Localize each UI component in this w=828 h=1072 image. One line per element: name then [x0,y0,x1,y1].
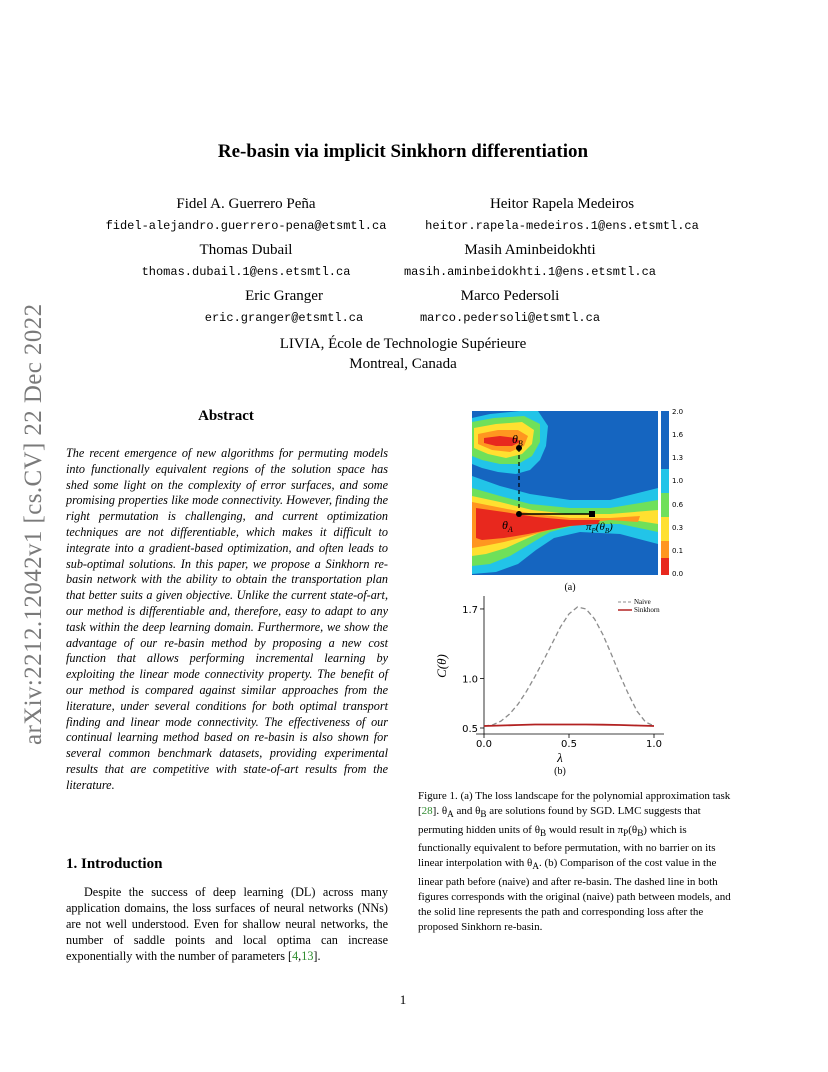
introduction-paragraph [66,884,388,964]
theta-b-label: $\theta_B$ [512,432,523,448]
author-2 [382,196,742,233]
pi-theta-b-label: $\pi_P(\theta_B)$ [586,521,613,535]
caption-text: Figure 1. (a) The loss landscape for the polynomial approximation task [ [418,790,731,818]
y-tick-label: 1.0 [462,674,478,686]
author-email[interactable]: thomas.dubail.1@ens.etsmtl.ca [141,265,351,279]
citation-link[interactable]: 28 [421,805,433,818]
arxiv-identifier: arXiv:2212.12042v1 [cs.CV] 22 Dec 2022 [20,303,47,745]
author-name: Heitor Rapela Medeiros [489,196,635,212]
subfigure-a-label: (a) [564,582,576,592]
colorbar-tick: 0.6 [672,501,684,509]
author-name: Thomas Dubail [199,242,293,258]
colorbar-ticks [672,408,684,578]
series-line-sinkhorn [484,725,654,727]
page-number: 1 [399,992,407,1007]
author-name: Masih Aminbeidokhti [464,242,596,258]
colorbar-tick: 1.0 [672,477,684,485]
abstract-text: The recent emergence of new algorithms for permuting models into functionally equivalent regions of the solution space has shed some light on the complexity of error surfaces, and some promising properties like mode connectivity. However, finding the right permutation is challenging, and current optimization techniques are not differentiable, which makes it difficult to integrate into a gradient-based optimization, and often leads to sub-optimal solutions. In this paper, we propose a Sinkhorn re-basin network with the ability to obtain the transportation plan that better suits a given objective. Unlike the current state-of-art, our method is differentiable and, therefore, easy to adapt to any task within the deep learning domain. Furthermore, we show the advantage of our re-basin method by proposing a new cost function that allows performing incremental learning by exploiting the linear mode connectivity property. The benefit of our method is compared against similar approaches from the literature, under several conditions for both optimal transport finding and linear mode connectivity. The effectiveness of our continual learning method based on re-basin is also shown for several common benchmark datasets, providing experimental results that are competitive with state-of-art results from the literature. [66,446,388,792]
abstract-heading: Abstract [198,408,254,424]
intro-text: Despite the success of deep learning (DL) across many application domains, the loss surfaces of neural networks (NNs) are not well understood. Even for shallow neural networks, the number of saddle points and local optima can increase exponentially with the number of parameters [ [66,885,388,963]
caption-text: are solutions found by SGD. LMC suggests that permuting hidden units of θ [418,805,701,836]
author-name: Fidel A. Guerrero Peña [176,196,316,212]
caption-sub: B [480,809,487,820]
author-1 [66,196,426,233]
y-tick-label: 1.7 [462,604,478,616]
author-name: Eric Granger [245,288,323,304]
caption-sub: B [637,827,644,838]
x-tick-label: 1.0 [646,739,662,750]
pi-theta-b-point [589,511,595,517]
theta-a-point [516,511,522,517]
colorbar-tick: 0.1 [672,547,684,555]
author-name: Marco Pedersoli [460,288,560,304]
caption-text: ) which is functionally equivalent to before permutation, with no barrier on its linear interpolation with θ [418,823,716,870]
caption-text: . (b) Comparison of the cost value in the linear path before (naive) and after re-basin. The dashed line in both figures corresponds with the original (naive) path between models, and the solid line represents the path and corresponding loss after the proposed Sinkhorn re-basin. [418,857,731,934]
legend-sinkhorn-label: Sinkhorn [634,606,660,614]
caption-text: and θ [453,805,481,818]
caption-text: would result in π [546,823,624,836]
colorbar-tick: 1.3 [672,454,684,462]
caption-sub: A [447,809,454,820]
legend [618,598,660,614]
author-4 [350,242,710,279]
figure-caption [418,789,740,935]
citation-link[interactable]: 13 [301,949,314,963]
series-line-naive [484,607,654,726]
affiliation [0,334,806,374]
citation-link[interactable]: 4 [292,949,299,963]
legend-naive-label: Naive [634,598,651,606]
cost-comparison-chart [418,592,678,780]
caption-sub: P [623,827,629,838]
subfigure-b-label: (b) [554,766,566,777]
colorbar-tick: 0.3 [672,524,684,532]
caption-text: ]. θ [432,805,448,818]
colorbar-tick: 1.6 [672,431,684,439]
citation-separator: , [298,949,302,963]
caption-sub: B [539,827,547,838]
caption-text: (θ [628,823,638,836]
y-axis-label: C(θ) [434,654,449,678]
section-heading-introduction: 1. Introduction [66,856,163,872]
affiliation-line-1: LIVIA, École de Technologie Supérieure [279,336,527,352]
x-tick-label: 0.5 [561,739,577,750]
author-email[interactable]: eric.granger@etsmtl.ca [204,311,364,325]
author-email[interactable]: masih.aminbeidokhti.1@ens.etsmtl.ca [403,265,657,279]
affiliation-line-2: Montreal, Canada [349,356,457,372]
caption-sub: A [532,861,539,872]
colorbar-tick: 0.0 [672,570,684,578]
intro-text-end: ]. [313,949,321,963]
loss-landscape-figure [470,408,690,592]
colorbar [661,411,669,575]
colorbar-tick: 2.0 [672,408,684,416]
author-email[interactable]: marco.pedersoli@etsmtl.ca [419,311,601,325]
x-tick-label: 0.0 [476,739,492,750]
author-6 [330,288,690,325]
x-axis-label: λ [557,750,563,765]
paper-title: Re-basin via implicit Sinkhorn differentiation [217,141,589,162]
theta-a-label: $\theta_A$ [502,518,513,534]
author-email[interactable]: heitor.rapela-medeiros.1@ens.etsmtl.ca [425,219,699,233]
author-email[interactable]: fidel-alejandro.guerrero-pena@etsmtl.ca [105,219,387,233]
y-tick-label: 0.5 [462,724,478,735]
